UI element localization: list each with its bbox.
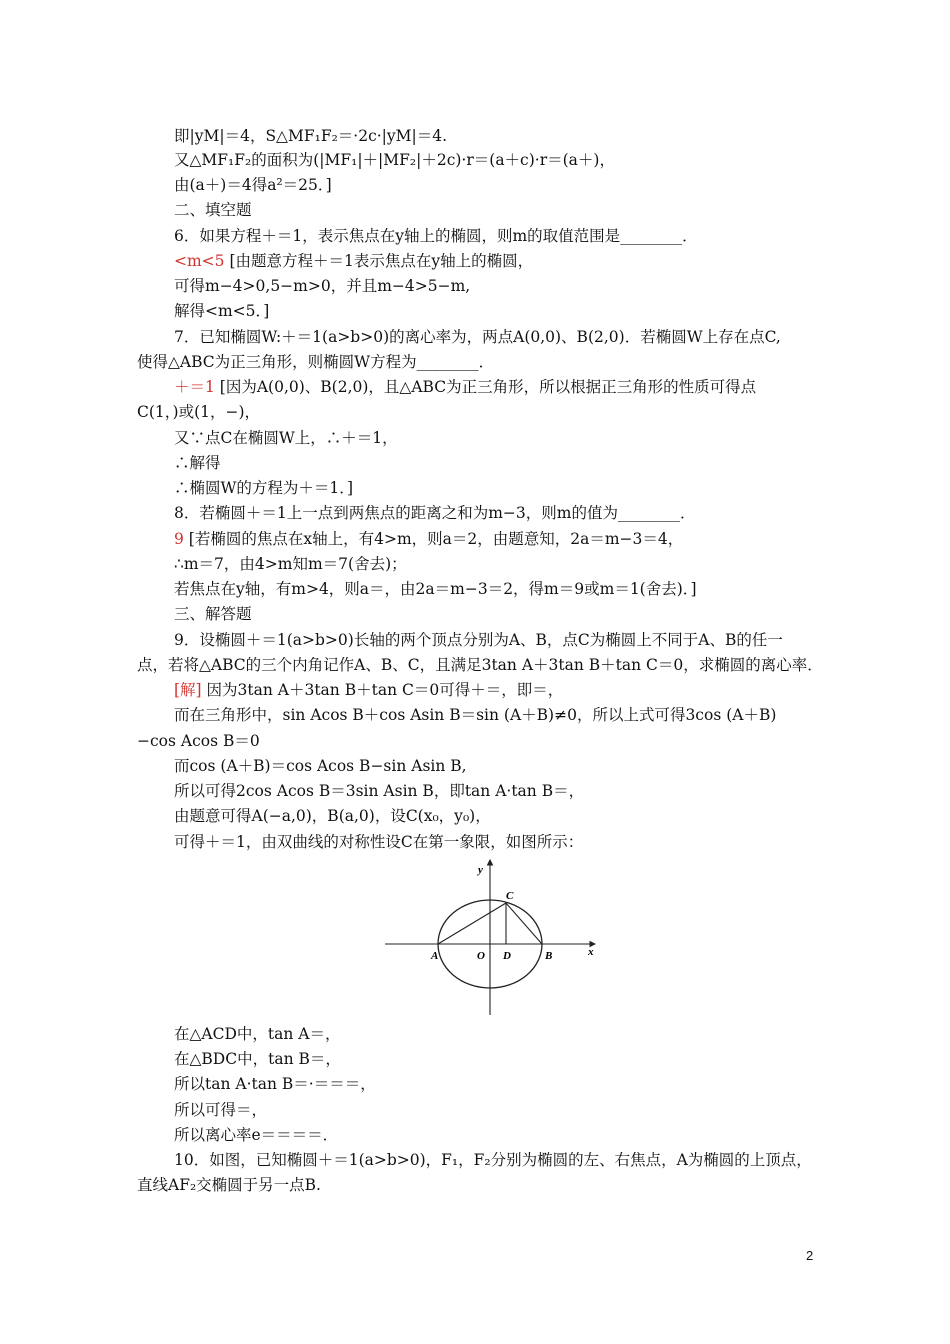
text-line (137, 352, 494, 372)
line-text: [由题意方程＋＝1表示焦点在y轴上的椭圆， (224, 252, 534, 270)
label-A: A (431, 950, 439, 962)
text-line (137, 655, 823, 675)
line-text: 而在三角形中，sin Acos B＋cos Asin B＝sin (A＋B)≠0，所以上式可得3cos (A＋B) (174, 706, 777, 724)
line-text: 在△ACD中，tan A＝， (174, 1025, 341, 1043)
text-line (174, 1100, 267, 1120)
line-text: 由(a＋)＝4得a²＝25．] (174, 176, 332, 194)
text-line (174, 1150, 812, 1170)
line-text: 解得<m<5．] (174, 302, 270, 320)
line-text: 所以可得＝， (174, 1101, 268, 1119)
answer-text: 9 (174, 530, 184, 548)
text-line (174, 428, 398, 448)
text-line (174, 1125, 338, 1145)
line-text: 可得m−4>0,5−m>0，并且m−4>5−m, (174, 277, 471, 295)
text-line (174, 781, 584, 801)
line-text: 所以tan A·tan B＝·＝＝＝， (174, 1075, 376, 1093)
line-text: |＝4. (411, 127, 448, 145)
text-line (137, 402, 260, 422)
line-text: −cos Acos B＝0 (137, 732, 260, 750)
text-line (174, 680, 563, 700)
line-text: 而cos (A＋B)＝cos Acos B−sin Asin B, (174, 757, 467, 775)
line-text: [若椭圆的焦点在x轴上，有4>m，则a＝2，由题意知，2a＝m−3＝4， (183, 530, 684, 548)
line-text: |＝4，S△MF₁F₂＝·2c·|y (219, 127, 396, 145)
answer-text: [解] (174, 681, 202, 699)
label-C: C (506, 890, 514, 902)
text-line (174, 630, 783, 650)
line-text: 因为3tan A＋3tan B＋tan C＝0可得＋＝，即＝， (201, 681, 564, 699)
text-line (174, 832, 583, 852)
text-line (174, 301, 269, 321)
line-text: 7．已知椭圆W:＋＝1(a>b>0)的离心率为，两点A(0,0)、B(2,0)．若椭圆W上存在点C, (174, 328, 781, 346)
line-text: M (395, 127, 412, 145)
label-D: D (503, 950, 511, 962)
text-line (174, 175, 332, 195)
text-line (174, 226, 698, 246)
line-text: 二、填空题 (174, 201, 252, 219)
page-number: 2 (806, 1248, 814, 1263)
line-text: 8．若椭圆＋＝1上一点到两焦点的距离之和为m−3，则m的值为________． (174, 504, 696, 522)
line-text: M (203, 127, 220, 145)
answer-text: <m<5 (174, 252, 225, 270)
segment-AC (438, 903, 506, 944)
text-line (174, 251, 533, 271)
line-text: 三、解答题 (174, 605, 252, 623)
line-text: 由题意可得A(−a,0)，B(a,0)，设C(x₀，y₀)， (174, 807, 491, 825)
text-line (174, 453, 221, 473)
label-x: x (588, 946, 594, 958)
line-text: 又△MF₁F₂的面积为(|MF₁|＋|MF₂|＋2c)·r＝(a＋c)·r＝(a＋)， (174, 151, 615, 169)
text-line (174, 126, 447, 146)
text-line (174, 150, 615, 170)
text-line (174, 478, 353, 498)
text-line (174, 503, 695, 523)
answer-text: ＋＝1 (174, 378, 215, 396)
text-line (174, 579, 697, 599)
text-line (174, 200, 252, 220)
label-y: y (478, 864, 483, 876)
text-line (174, 806, 491, 826)
line-text: 使得△ABC为正三角形，则椭圆W方程为________． (137, 353, 495, 371)
line-text: ∴解得 (174, 454, 221, 472)
line-text: 又∵点C在椭圆W上，∴＋＝1， (174, 429, 398, 447)
line-text: 即|y (174, 127, 204, 145)
line-text: 直线AF₂交椭圆于另一点B. (137, 1176, 321, 1194)
line-text: ∴m＝7，由4>m知m＝7(舍去)； (174, 555, 407, 573)
text-line (174, 377, 756, 397)
text-line (174, 529, 683, 549)
line-text: 6．如果方程＋＝1，表示焦点在y轴上的椭圆，则m的取值范围是________． (174, 227, 698, 245)
text-line (174, 327, 781, 347)
line-text: 在△BDC中，tan B＝， (174, 1050, 341, 1068)
text-line (174, 705, 776, 725)
text-line (174, 1074, 376, 1094)
ellipse-diagram (380, 855, 610, 1020)
text-line (137, 1175, 321, 1195)
text-line (174, 554, 407, 574)
text-line (174, 1049, 341, 1069)
line-text: 10．如图，已知椭圆＋＝1(a>b>0)，F₁，F₂分别为椭圆的左、右焦点，A为椭圆的上顶点， (174, 1151, 812, 1169)
line-text: 所以可得2cos Acos B＝3sin Asin B，即tan A·tan B＝， (174, 782, 585, 800)
line-text: 所以离心率e＝＝＝＝． (174, 1126, 339, 1144)
label-B: B (545, 950, 553, 962)
line-text: ∴椭圆W的方程为＋＝1．] (174, 479, 354, 497)
text-line (174, 1024, 340, 1044)
line-text: [因为A(0,0)、B(2,0)，且△ABC为正三角形，所以根据正三角形的性质可得点 (214, 378, 757, 396)
text-line (137, 731, 260, 751)
line-text: 9．设椭圆＋＝1(a>b>0)长轴的两个顶点分别为A、B，点C为椭圆上不同于A、B的任一 (174, 631, 783, 649)
line-text: C(1，)或(1，−)， (137, 403, 261, 421)
line-text: 点，若将△ABC的三个内角记作A、B、C，且满足3tan A＋3tan B＋tan C＝0，求椭圆的离心率． (137, 656, 823, 674)
line-text: 可得＋＝1，由双曲线的对称性设C在第一象限，如图所示： (174, 833, 584, 851)
line-text: 若焦点在y轴，有m>4，则a＝，由2a＝m−3＝2，得m＝9或m＝1(舍去)．] (174, 580, 697, 598)
text-line (174, 276, 470, 296)
label-O: O (477, 950, 485, 962)
text-line (174, 756, 467, 776)
text-line (174, 604, 252, 624)
